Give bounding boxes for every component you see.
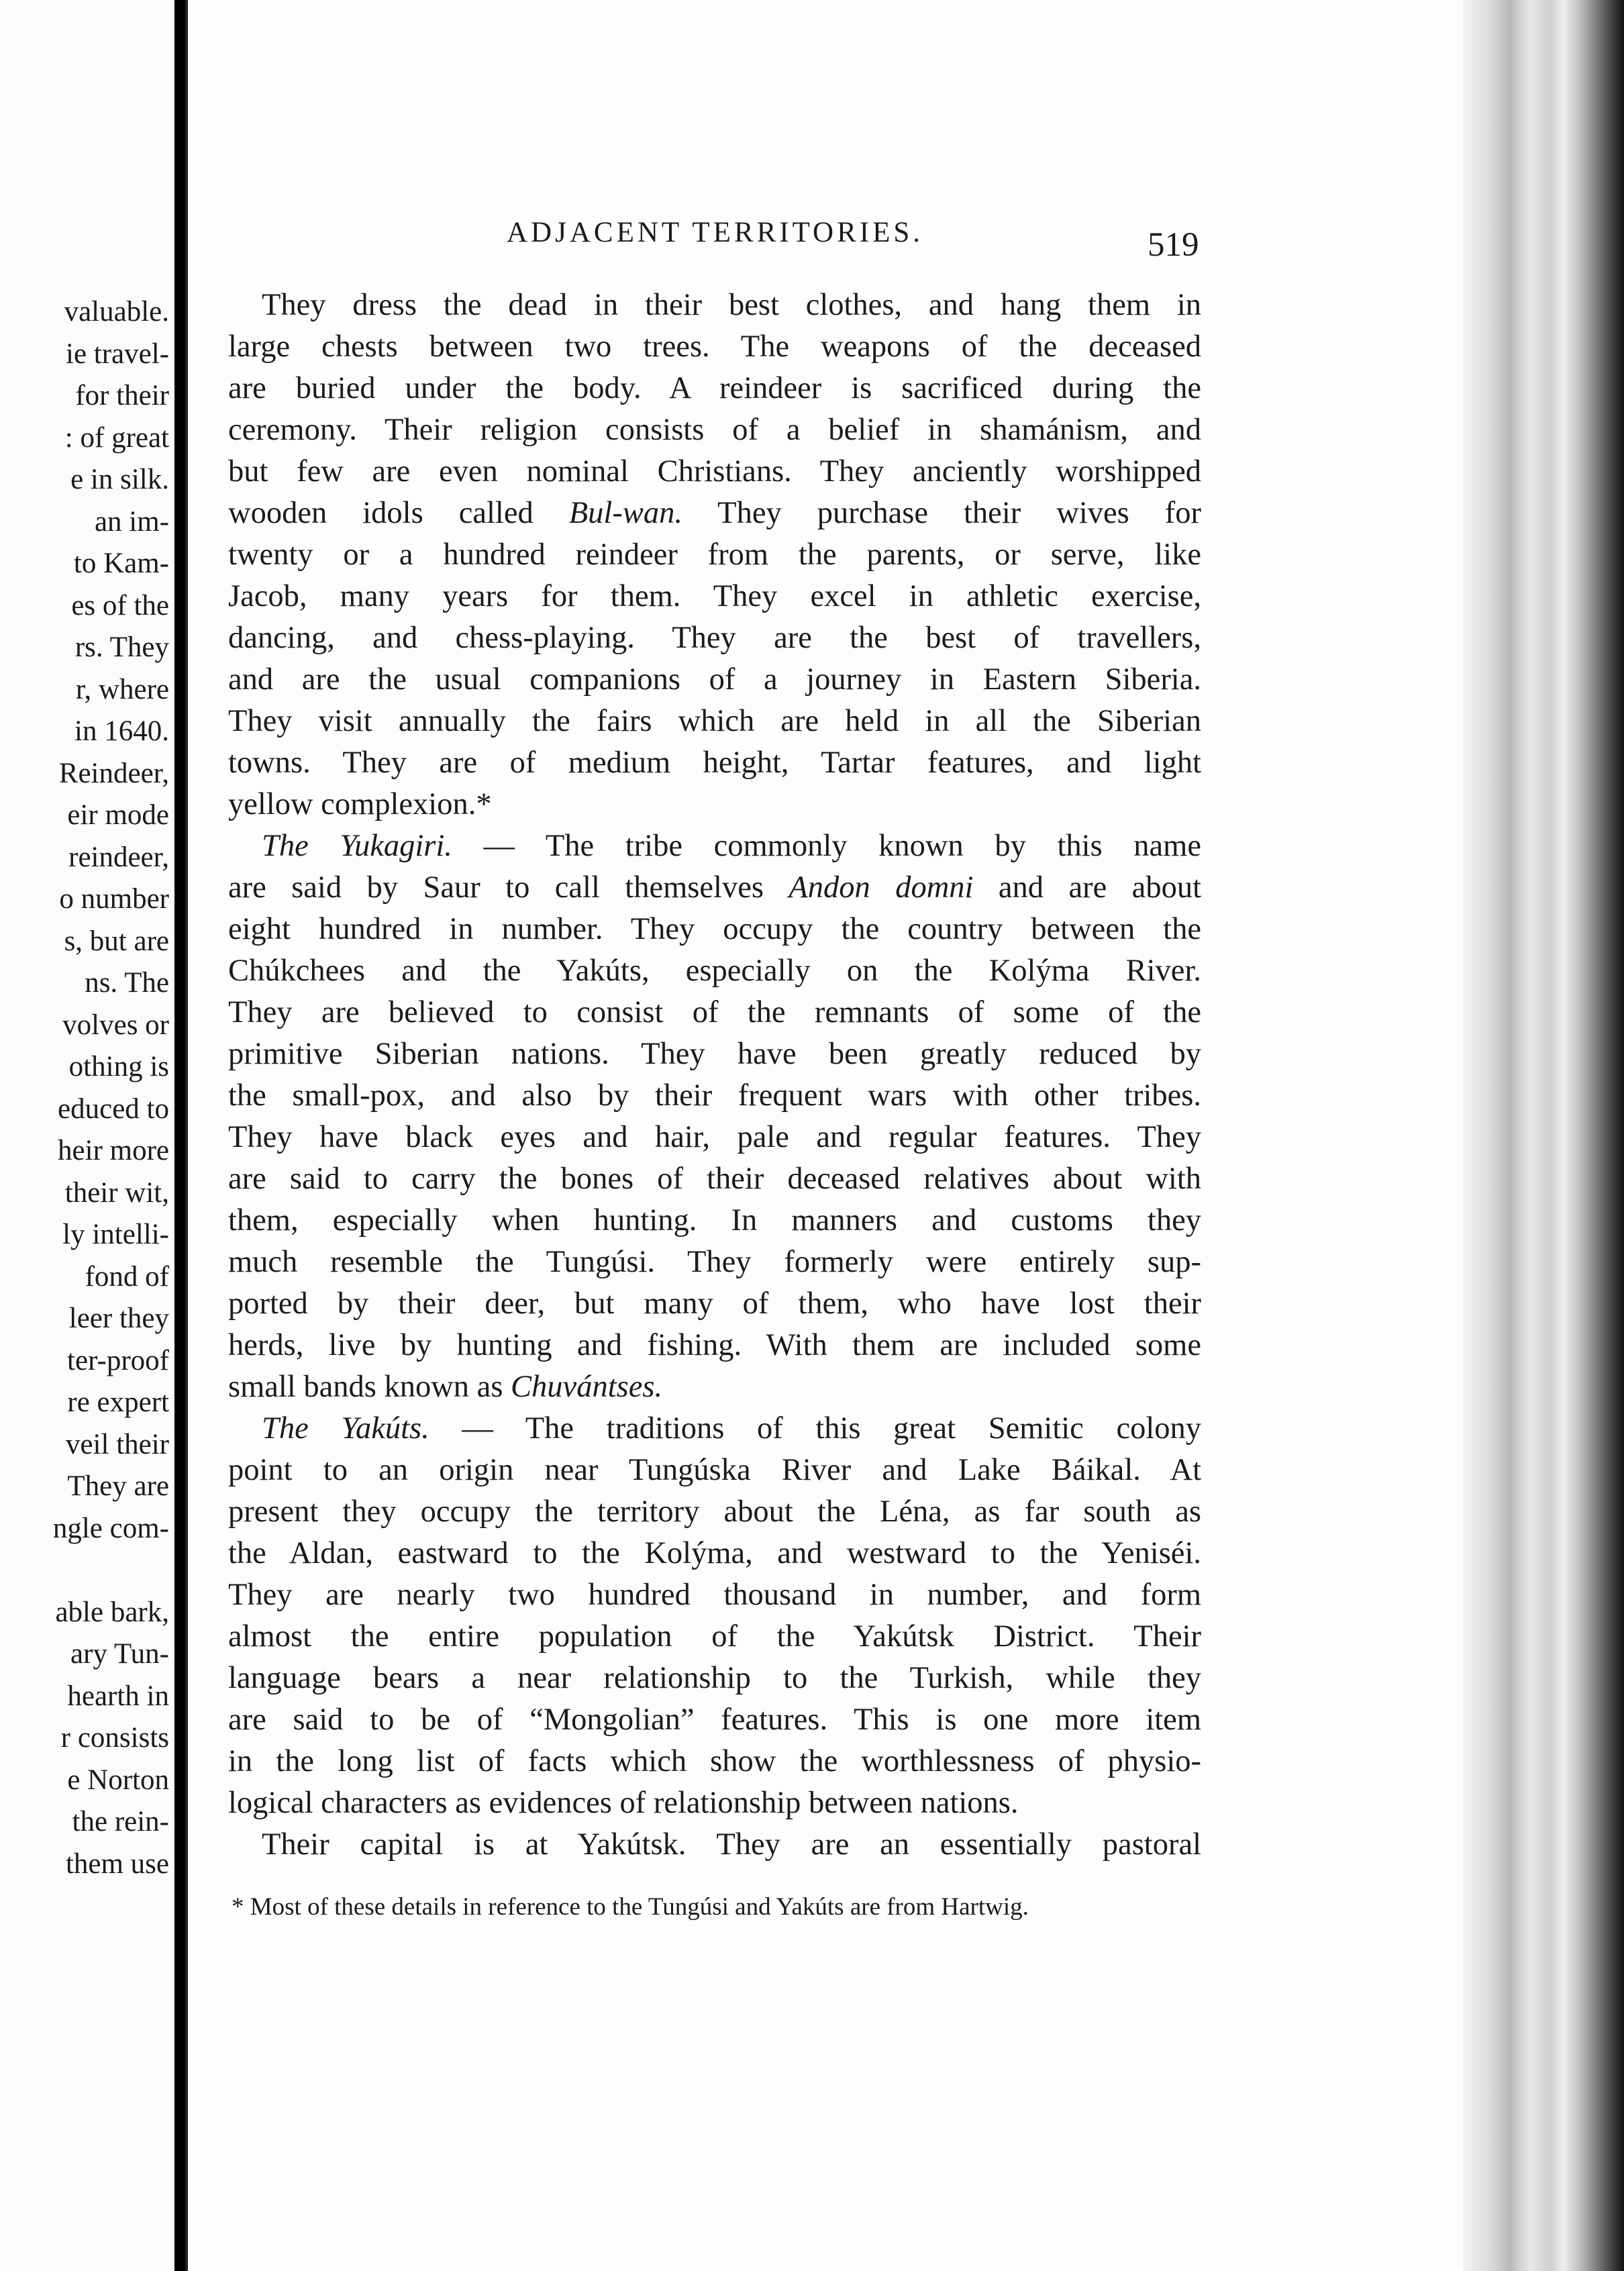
paragraph-burial-customs-cont (228, 534, 1201, 825)
text-line: the Aldan, eastward to the Kolýma, and westward to the Yeniséi. (228, 1536, 1201, 1570)
left-page-line: re expert (67, 1386, 169, 1418)
text-line: dancing, and chess-playing. They are the best of travellers, (228, 621, 1201, 655)
left-page-line: ie travel- (66, 338, 169, 370)
paragraph-yukagiri (228, 909, 1201, 1366)
left-page-line: valuable. (64, 296, 169, 327)
left-page-line: an im- (94, 505, 169, 538)
left-page-line: Reindeer, (58, 757, 169, 789)
text-line: twenty or a hundred reindeer from the parents, or serve, like (228, 538, 1201, 572)
left-page-line: them use (65, 1848, 169, 1880)
left-page-line: veil their (65, 1428, 169, 1460)
left-page-line: They are (67, 1470, 169, 1502)
paragraph-burial-customs (228, 285, 1201, 493)
left-page-line: o number (59, 883, 169, 915)
text-line: are said to be of “Mongolian” features. This is one more item (228, 1703, 1201, 1737)
section-heading-yukagiri: The Yukagiri. (262, 829, 452, 863)
text-line: almost the entire population of the Yakútsk District. Their (228, 1619, 1201, 1654)
text-line: They visit annually the fairs which are held in all the Siberian (228, 704, 1201, 738)
text-line: ceremony. Their religion consists of a belief in shamánism, and (228, 413, 1201, 447)
text-line: yellow complexion.* (228, 787, 492, 821)
text-line: and are the usual companions of a journey in Eastern Siberia. (228, 662, 1201, 697)
text-line: towns. They are of medium height, Tartar features, and light (228, 746, 1201, 780)
left-page-line: s, but are (64, 925, 169, 957)
text-line: Their capital is at Yakútsk. They are an essentially pastoral (262, 1827, 1201, 1862)
footnote: * Most of these details in reference to the Tungúsi and Yakúts are from Hartwig. (232, 1893, 1029, 1921)
text-line: in the long list of facts which show the worthlessness of physio- (228, 1744, 1201, 1778)
text-line: primitive Siberian nations. They have been greatly reduced by (228, 1037, 1201, 1071)
text-line: herds, live by hunting and fishing. With them are included some (228, 1328, 1201, 1362)
text-line: ported by their deer, but many of them, who have lost their (228, 1286, 1201, 1321)
left-page-line: the rein- (72, 1806, 169, 1837)
text-line: The Yukagiri. — The tribe commonly known by this name (262, 829, 1201, 863)
book-page-edges (1463, 0, 1624, 2271)
text-line: are said to carry the bones of their deceased relatives about with (228, 1162, 1201, 1196)
left-page-line: othing is (68, 1051, 169, 1082)
term-andon-domni: Andon domni (789, 870, 974, 905)
body-text (228, 285, 1201, 1866)
text-line: eight hundred in number. They occupy the country between the (228, 912, 1201, 946)
left-page-line: rs. They (74, 632, 169, 663)
left-page-line: ary Tun- (70, 1638, 169, 1670)
left-facing-page (0, 0, 174, 2271)
text-line: but few are even nominal Christians. They anciently worshipped (228, 454, 1201, 489)
left-page-line: ter-proof (67, 1344, 169, 1376)
left-page-line: fond of (85, 1260, 169, 1293)
left-page-line: e Norton (67, 1764, 169, 1796)
text-line: Chúkchees and the Yakúts, especially on the Kolýma River. (228, 954, 1201, 988)
text-line: wooden idols called Bul-wan. They purchase their wives for (228, 496, 1201, 530)
text-line: them, especially when hunting. In manners and customs they (228, 1203, 1201, 1238)
section-heading-yakuts: The Yakúts. (262, 1411, 429, 1446)
text-line: They dress the dead in their best clothes, and hang them in (262, 288, 1201, 322)
left-page-line: in 1640. (74, 715, 169, 747)
left-page-line: volves or (62, 1009, 169, 1041)
left-page-line: able bark, (55, 1596, 169, 1628)
running-head: ADJACENT TERRITORIES. (507, 217, 924, 248)
text-line: language bears a near relationship to the Turkish, while they (228, 1661, 1201, 1695)
left-page-line: eir mode (67, 799, 169, 831)
left-page-line: leer they (68, 1303, 169, 1334)
left-page-line: r, where (75, 673, 169, 705)
left-page-line: educed to (58, 1093, 169, 1125)
left-page-line: ns. The (85, 967, 169, 999)
left-page-line: : of great (64, 421, 169, 454)
text-line: Jacob, many years for them. They excel in athletic exercise, (228, 579, 1201, 613)
text-line: are said by Saur to call themselves Andon domni and are about (228, 870, 1201, 905)
text-line: the small-pox, and also by their frequent wars with other tribes. (228, 1078, 1201, 1113)
text-line: They have black eyes and hair, pale and regular features. They (228, 1120, 1201, 1154)
term-bul-wan: Bul-wan. (568, 496, 682, 530)
term-chuvantses: Chuvántses. (511, 1370, 663, 1404)
left-page-line (0, 1550, 169, 1592)
left-page-line: heir more (58, 1135, 169, 1166)
left-page-text-fragments (0, 291, 169, 1885)
left-page-line: for their (75, 380, 169, 411)
left-page-line: their wit, (64, 1176, 169, 1209)
left-page-line: reindeer, (68, 841, 169, 873)
left-page-line: es of the (71, 589, 169, 621)
text-line: small bands known as Chuvántses. (228, 1370, 663, 1404)
left-page-line: e in silk. (70, 464, 169, 495)
left-page-line: hearth in (67, 1680, 169, 1712)
paragraph-yakuts (228, 1450, 1201, 1824)
text-line: are buried under the body. A reindeer is sacrificed during the (228, 371, 1201, 405)
text-line: logical characters as evidences of relationship between nations. (228, 1786, 1019, 1820)
text-line: They are believed to consist of the remnants of some of the (228, 995, 1201, 1029)
text-line: much resemble the Tungúsi. They formerly were entirely sup- (228, 1245, 1201, 1279)
text-line: large chests between two trees. The weapons of the deceased (228, 330, 1201, 364)
text-line: present they occupy the territory about the Léna, as far south as (228, 1495, 1201, 1529)
text-line: The Yakúts. — The traditions of this great Semitic colony (262, 1411, 1202, 1446)
left-page-line: r consists (60, 1722, 169, 1754)
left-page-line: to Kam- (73, 548, 169, 579)
text-line: point to an origin near Tungúska River and Lake Báikal. At (228, 1453, 1201, 1487)
page-number: 519 (1148, 226, 1199, 264)
text-line: They are nearly two hundred thousand in number, and form (228, 1578, 1201, 1612)
left-page-line: ly intelli- (62, 1219, 169, 1250)
left-page-line: ngle com- (52, 1512, 169, 1544)
